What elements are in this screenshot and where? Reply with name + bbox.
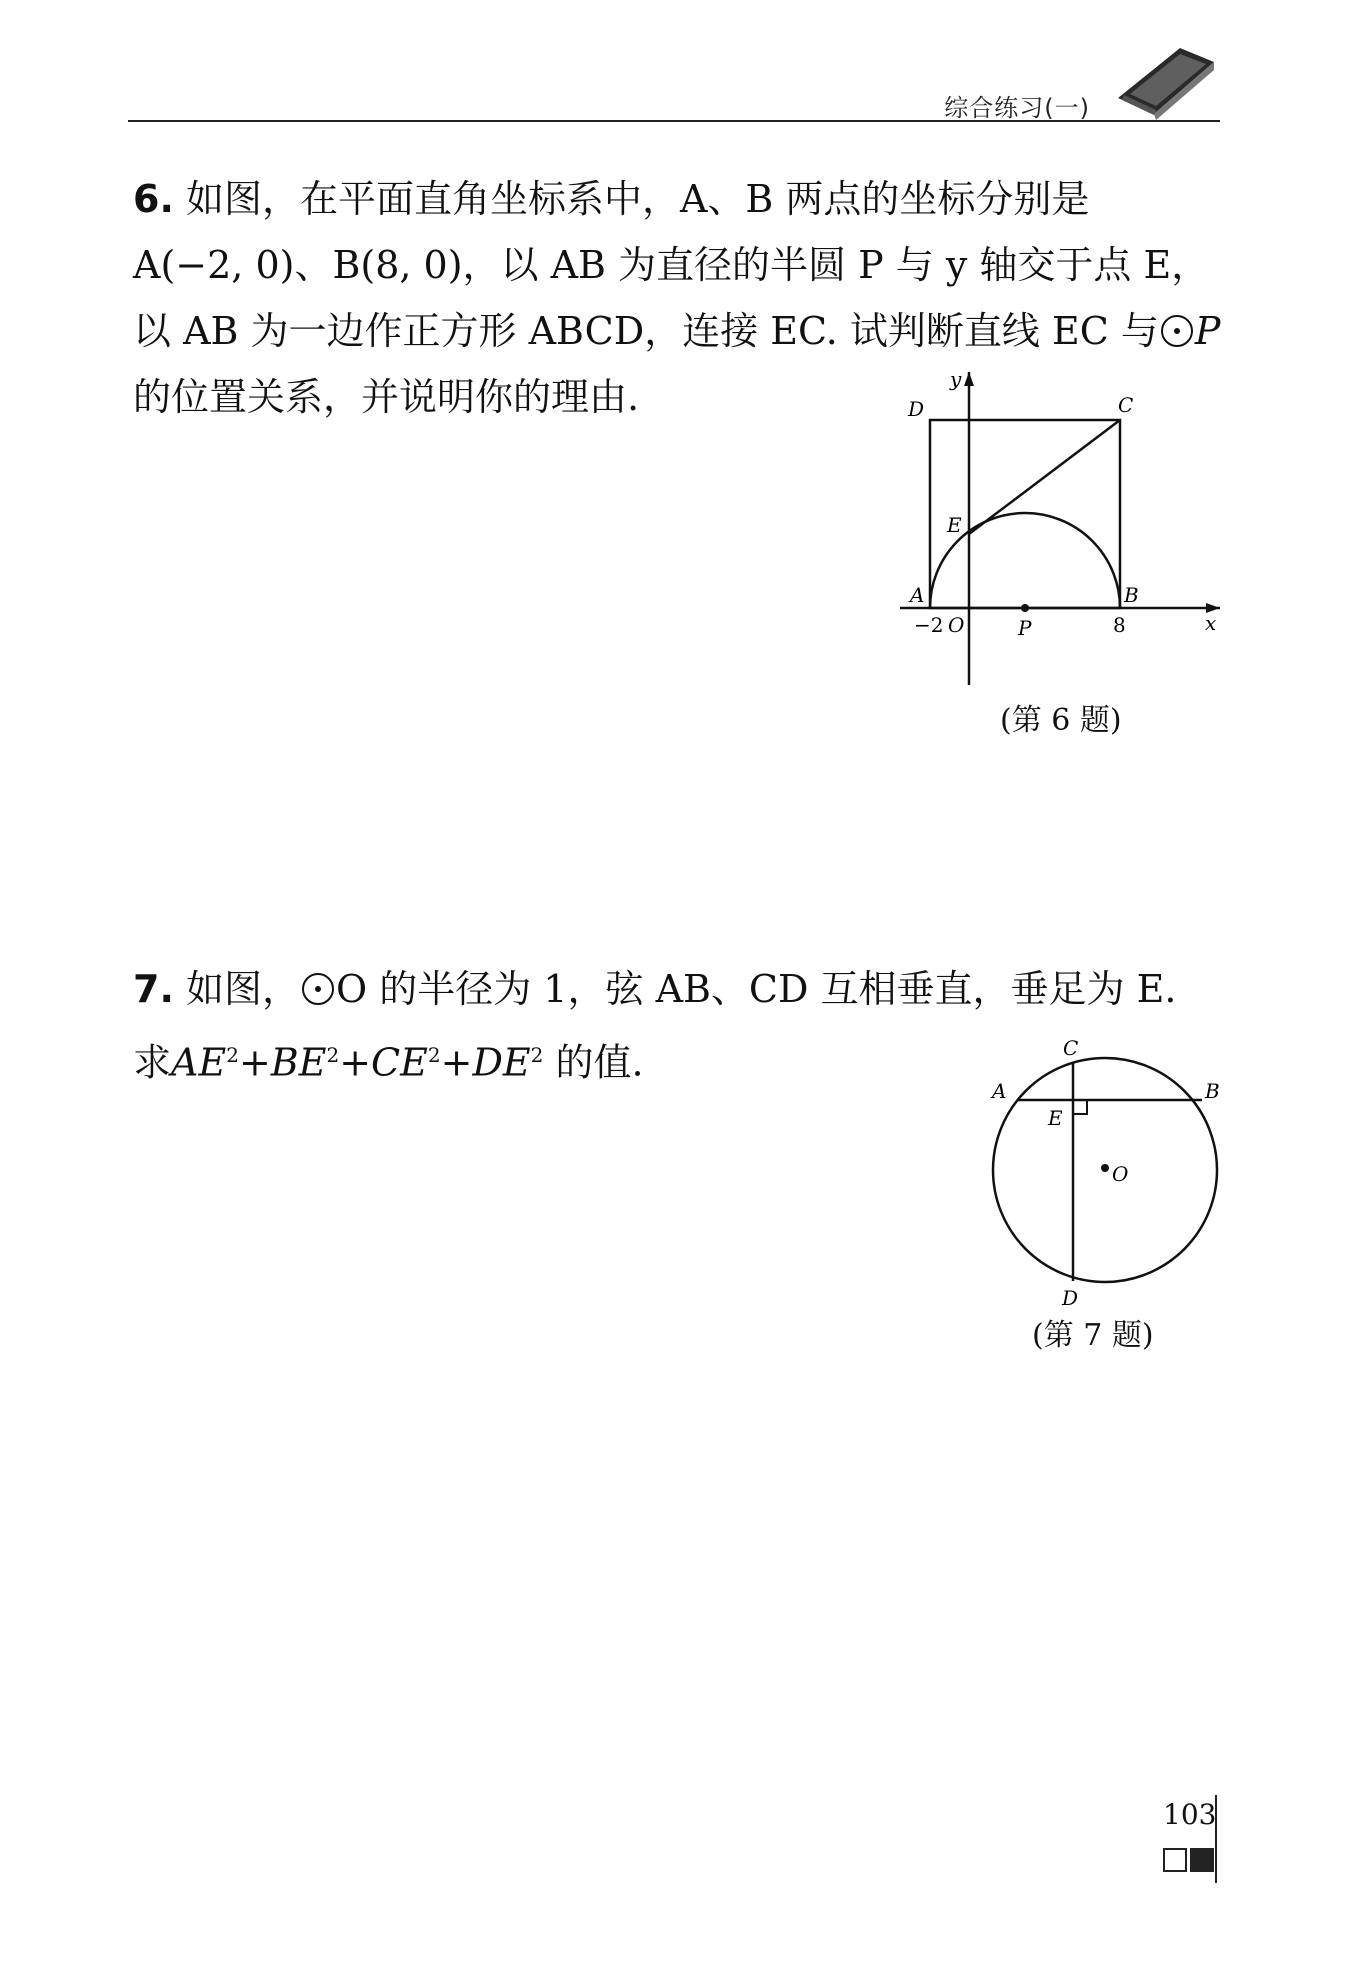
label-x: x (1205, 611, 1217, 635)
problem-6-line-4: 的位置关系，并说明你的理由. (133, 375, 640, 419)
problem-6-figure (880, 360, 1230, 700)
label-y: y (950, 367, 962, 391)
empty-square-icon (1163, 1848, 1187, 1872)
label-c: C (1063, 1036, 1079, 1060)
circle-dot-symbol (302, 973, 334, 1005)
label-c: C (1118, 393, 1134, 417)
filled-square-icon (1190, 1848, 1214, 1872)
segment-ec (969, 420, 1120, 534)
label-d: D (908, 397, 925, 421)
page-marker-boxes (1163, 1848, 1217, 1876)
problem-6-number: 6. (133, 177, 174, 221)
section-title: 综合练习(一) (944, 94, 1090, 122)
label-8: 8 (1113, 613, 1126, 637)
center-o (1101, 1164, 1109, 1172)
figure-7-caption: (第 7 题) (1032, 1318, 1154, 1353)
problem-7-line-1: 7. 如图， O 的半径为 1，弦 AB、CD 互相垂直，垂足为 E. (133, 967, 1177, 1011)
right-angle-mark (1073, 1100, 1087, 1114)
problem-6-line-3: 以 AB 为一边作正方形 ABCD，连接 EC. 试判断直线 EC 与 P (133, 309, 1221, 353)
page-header (128, 60, 1220, 122)
point-p (1021, 604, 1029, 612)
label-a: A (992, 1079, 1007, 1103)
book-icon (1110, 40, 1220, 120)
label-neg2: −2 (914, 613, 944, 637)
label-b: B (1124, 583, 1139, 607)
problem-7-line-2: 求$AE^2+BE^2+CE^2+DE^2$ 的值. (133, 1040, 644, 1085)
label-o: O (1112, 1162, 1129, 1186)
problem-6-line-1: 6. 如图，在平面直角坐标系中，A、B 两点的坐标分别是 (133, 177, 1090, 221)
header-divider (128, 120, 1220, 122)
label-a: A (910, 583, 925, 607)
problem-7-number: 7. (133, 967, 174, 1011)
problem-7-figure (970, 1025, 1240, 1310)
label-d: D (1062, 1286, 1079, 1310)
y-axis-arrow (964, 372, 974, 386)
page-number: 103 (1163, 1798, 1217, 1831)
label-e: E (947, 513, 962, 537)
label-e: E (1048, 1106, 1063, 1130)
circle-dot-symbol (1161, 315, 1193, 347)
figure-6-caption: (第 6 题) (1000, 703, 1122, 738)
label-b: B (1205, 1079, 1220, 1103)
label-p: P (1018, 616, 1032, 640)
label-o: O (948, 613, 965, 637)
problem-6-line-2: A(−2, 0)、B(8, 0)，以 AB 为直径的半圆 P 与 y 轴交于点 E， (133, 243, 1210, 287)
